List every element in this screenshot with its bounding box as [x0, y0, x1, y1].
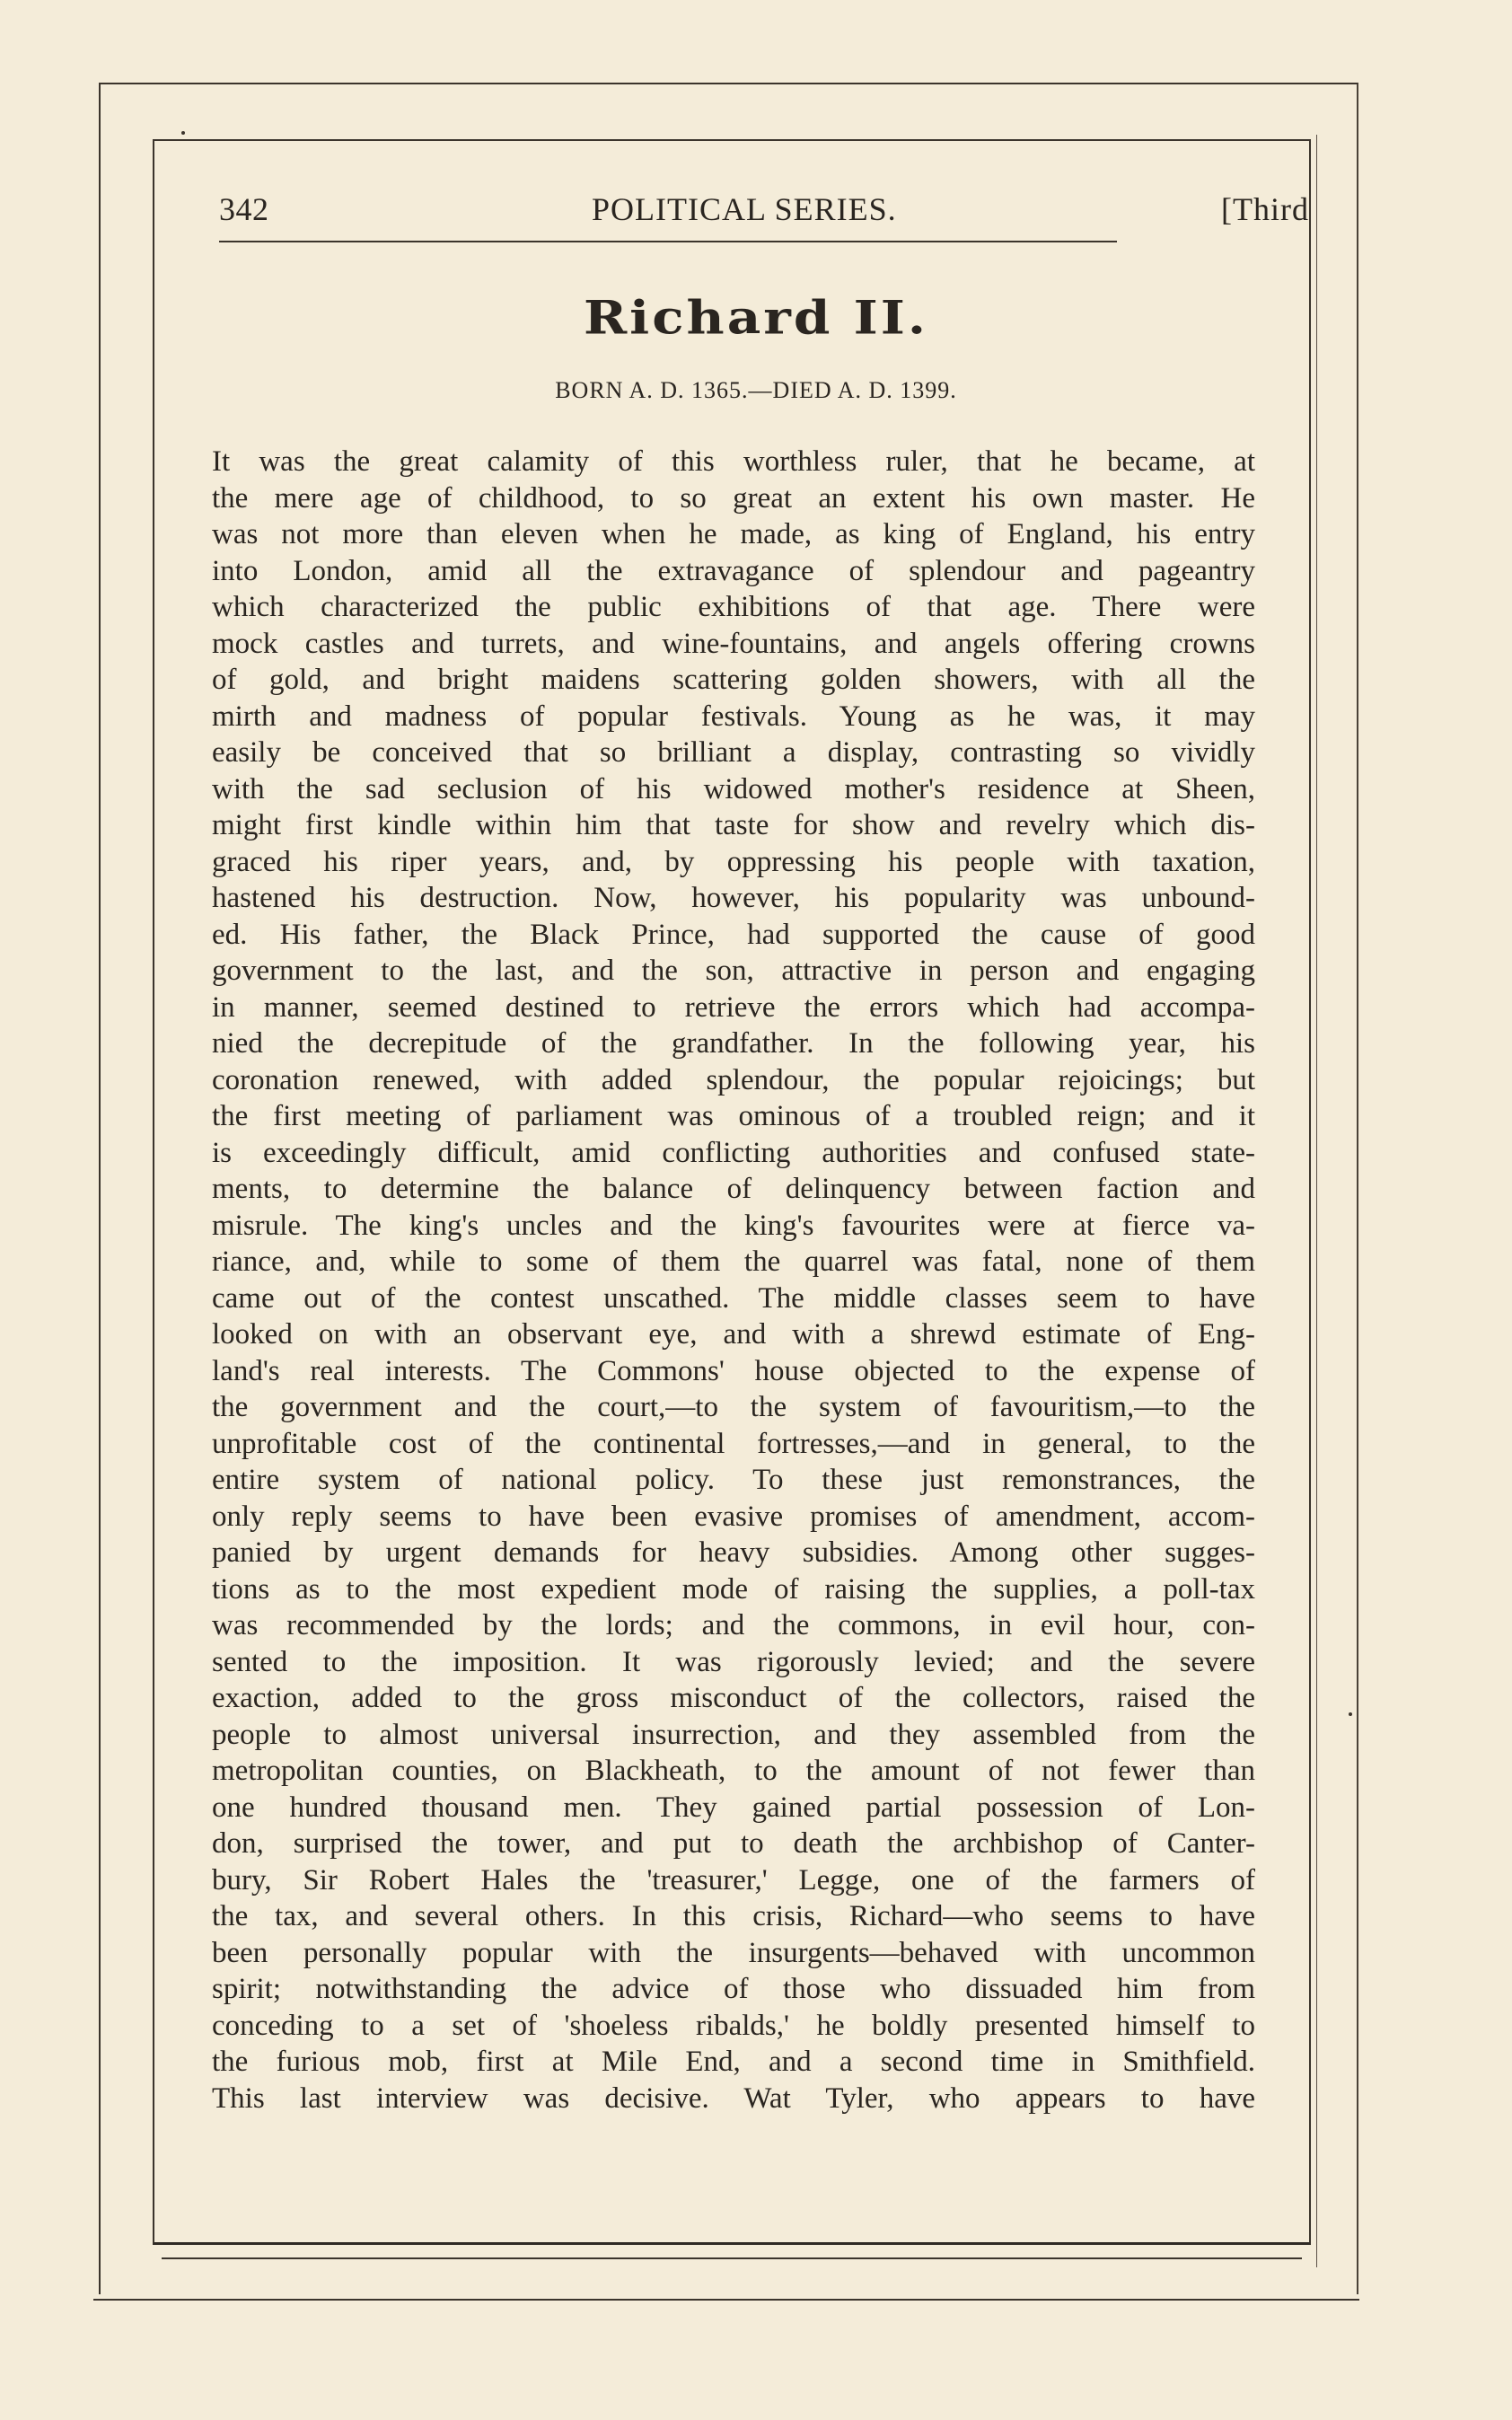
text-line: was recommended by the lords; and the commons, in evil hour, con-: [212, 1609, 1255, 1641]
text-line: been personally popular with the insurgents—behaved with uncommon: [212, 1936, 1255, 1969]
text-line: looked on with an observant eye, and with a shrewd estimate of Eng-: [212, 1318, 1255, 1351]
text-line: mock castles and turrets, and wine-fountains, and angels offering crowns: [212, 627, 1255, 660]
text-line: spirit; notwithstanding the advice of those who dissuaded him from: [212, 1973, 1255, 2005]
series-title: POLITICAL SERIES.: [592, 191, 897, 227]
text-line: bury, Sir Robert Hales the 'treasurer,' Legge, one of the farmers of: [212, 1863, 1255, 1896]
text-line: came out of the contest unscathed. The middle classes seem to have: [212, 1281, 1255, 1315]
ink-speck: [1349, 1712, 1352, 1716]
catchword: [Third: [1221, 191, 1309, 227]
text-line: exaction, added to the gross misconduct of the collectors, raised the: [212, 1682, 1255, 1714]
text-line: nied the decrepitude of the grandfather. In the following year, his: [212, 1027, 1255, 1060]
text-line: land's real interests. The Commons' house objected to the expense of: [212, 1354, 1255, 1387]
text-line: one hundred thousand men. They gained partial possession of Lon-: [212, 1791, 1255, 1824]
text-line: might first kindle within him that taste for show and revelry which dis-: [212, 809, 1255, 841]
text-line: government to the last, and the son, attractive in person and engaging: [212, 955, 1255, 987]
text-line: into London, amid all the extravagance of splendour and pageantry: [212, 554, 1255, 587]
text-line: was not more than eleven when he made, as king of England, his entry: [212, 518, 1255, 550]
text-line: metropolitan counties, on Blackheath, to the amount of not fewer than: [212, 1755, 1255, 1787]
text-line: in manner, seemed destined to retrieve the errors which had accompa-: [212, 990, 1255, 1024]
text-line: the furious mob, first at Mile End, and a second time in Smithfield.: [212, 2046, 1255, 2078]
ink-speck: [181, 131, 185, 135]
page-number: 342: [219, 191, 269, 227]
body-text: [212, 444, 1255, 2116]
page-frame-rule: [1316, 135, 1317, 2267]
text-line: This last interview was decisive. Wat Tyler, who appears to have: [212, 2081, 1255, 2115]
text-line: entire system of national policy. To these just remonstrances, the: [212, 1464, 1255, 1496]
text-line: panied by urgent demands for heavy subsidies. Among other sugges-: [212, 1536, 1255, 1569]
text-line: of gold, and bright maidens scattering golden showers, with all the: [212, 664, 1255, 696]
header-rule: [219, 241, 1117, 242]
text-line: don, surprised the tower, and put to death the archbishop of Canter-: [212, 1827, 1255, 1860]
running-head: [219, 190, 1311, 235]
text-line: riance, and, while to some of them the quarrel was fatal, none of them: [212, 1245, 1255, 1278]
text-line: the mere age of childhood, to so great an extent his own master. He: [212, 481, 1255, 515]
page-frame-rule: [162, 2257, 1302, 2259]
text-line: only reply seems to have been evasive promises of amendment, accom-: [212, 1500, 1255, 1533]
text-line: coronation renewed, with added splendour, the popular rejoicings; but: [212, 1063, 1255, 1096]
text-line: tions as to the most expedient mode of raising the supplies, a poll-tax: [212, 1572, 1255, 1606]
text-line: ed. His father, the Black Prince, had supported the cause of good: [212, 918, 1255, 951]
text-line: mirth and madness of popular festivals. Young as he was, it may: [212, 700, 1255, 733]
text-line: hastened his destruction. Now, however, his popularity was unbound-: [212, 882, 1255, 914]
chapter-dates: BORN A. D. 1365.—DIED A. D. 1399.: [555, 377, 957, 403]
text-line: the first meeting of parliament was ominous of a troubled reign; and it: [212, 1100, 1255, 1132]
text-line: is exceedingly difficult, amid conflicting authorities and confused state-: [212, 1136, 1255, 1169]
page-frame-rule: [93, 2299, 1359, 2301]
text-line: misrule. The king's uncles and the king's favourites were at fierce va-: [212, 1209, 1255, 1242]
text-line: the government and the court,—to the system of favouritism,—to the: [212, 1391, 1255, 1423]
text-line: graced his riper years, and, by oppressing his people with taxation,: [212, 845, 1255, 878]
text-line: unprofitable cost of the continental fortresses,—and in general, to the: [212, 1427, 1255, 1460]
text-line: with the sad seclusion of his widowed mother's residence at Sheen,: [212, 772, 1255, 805]
text-line: It was the great calamity of this worthless ruler, that he became, at: [212, 445, 1255, 478]
chapter-title: Richard II.: [583, 291, 929, 345]
text-line: conceding to a set of 'shoeless ribalds,' he boldly presented himself to: [212, 2009, 1255, 2042]
text-line: the tax, and several others. In this crisis, Richard—who seems to have: [212, 1900, 1255, 1932]
text-line: which characterized the public exhibitions of that age. There were: [212, 591, 1255, 623]
text-line: ments, to determine the balance of delinquency between faction and: [212, 1173, 1255, 1205]
text-line: people to almost universal insurrection, and they assembled from the: [212, 1718, 1255, 1751]
text-line: easily be conceived that so brilliant a display, contrasting so vividly: [212, 736, 1255, 769]
text-line: sented to the imposition. It was rigorously levied; and the severe: [212, 1645, 1255, 1678]
